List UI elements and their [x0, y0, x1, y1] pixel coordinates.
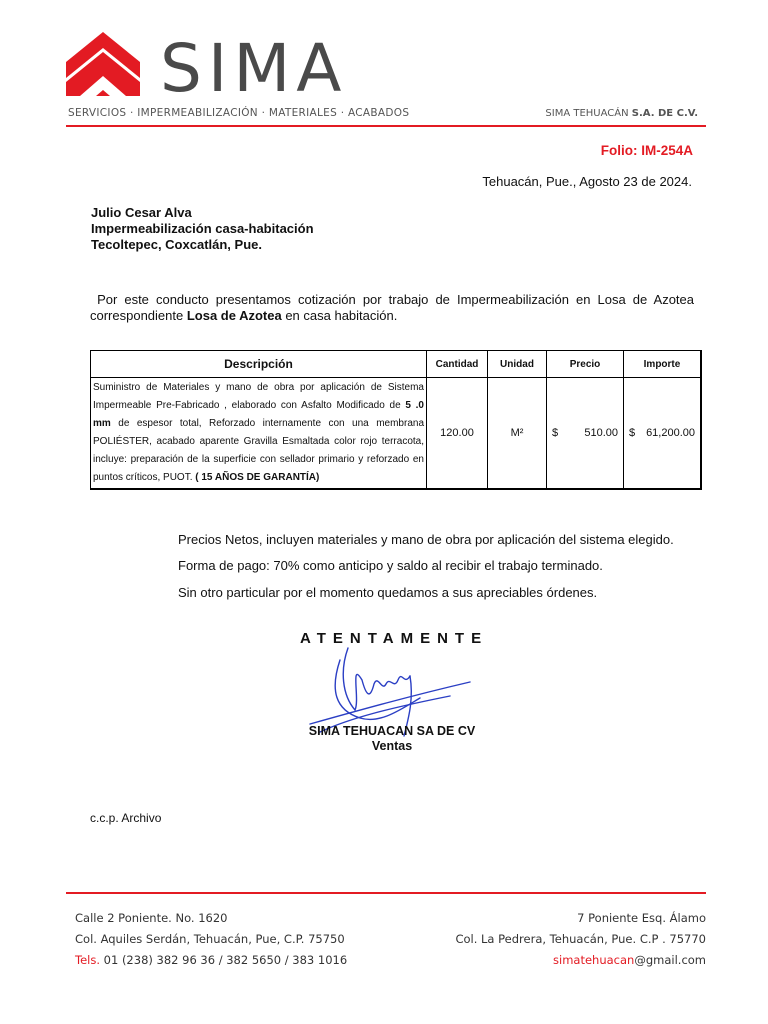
header-amount: Importe — [624, 351, 702, 378]
ccp-line: c.c.p. Archivo — [90, 811, 162, 825]
footer-right-street: 7 Poniente Esq. Álamo — [577, 911, 706, 925]
document-date: Tehuacán, Pue., Agosto 23 de 2024. — [482, 174, 692, 189]
folio-number: Folio: IM-254A — [600, 143, 693, 158]
row-amount — [624, 378, 702, 490]
footer-right-colony: Col. La Pedrera, Tehuacán, Pue. C.P . 75770 — [455, 932, 706, 946]
recipient-project: Impermeabilización casa-habitación — [91, 221, 314, 236]
signer-dept: Ventas — [371, 739, 413, 753]
amount-currency: $ — [629, 427, 636, 439]
desc-warranty: ( 15 AÑOS DE GARANTÍA) — [195, 472, 320, 483]
recipient-name: Julio Cesar Alva — [91, 205, 192, 220]
footer-address-left — [75, 908, 347, 971]
table-header-row — [91, 351, 702, 378]
desc-text: Suministro de Materiales y mano de obra por aplicación de Sistema Impermeable Pre-Fabricado , elaborado con Asfalto Modificado de — [93, 382, 424, 411]
company-header — [545, 108, 698, 119]
price-currency: $ — [552, 427, 559, 439]
recipient-location: Tecoltepec, Coxcatlán, Pue. — [91, 237, 262, 252]
header-price: Precio — [547, 351, 624, 378]
footer-left-street: Calle 2 Poniente. No. 1620 — [75, 911, 228, 925]
signer-block — [308, 724, 476, 754]
company-name: SIMA TEHUACÁN — [545, 108, 629, 119]
header-quantity: Cantidad — [427, 351, 488, 378]
footer-email[interactable] — [455, 950, 706, 971]
note-prices: Precios Netos, incluyen materiales y mano de obra por aplicación del sistema elegido. — [178, 532, 674, 547]
table-row — [91, 378, 702, 490]
footer-left-colony: Col. Aquiles Serdán, Tehuacán, Pue, C.P. 75750 — [75, 932, 345, 946]
header-unit: Unidad — [488, 351, 547, 378]
signer-company: SIMA TEHUACAN SA DE CV — [308, 724, 476, 738]
sima-logo-icon — [66, 32, 140, 96]
brand-tagline: SERVICIOS · IMPERMEABILIZACIÓN · MATERIALES · ACABADOS — [68, 107, 410, 119]
desc-thickness: 5 .0 mm — [93, 400, 424, 429]
footer-divider — [66, 892, 706, 894]
email-domain: @gmail.com — [634, 953, 706, 967]
row-unit: M² — [488, 378, 547, 490]
company-suffix: S.A. DE C.V. — [631, 108, 698, 119]
amount-value: 61,200.00 — [646, 427, 695, 439]
quote-table — [90, 350, 702, 490]
tels-label: Tels. — [75, 953, 100, 967]
price-value: 510.00 — [584, 427, 618, 439]
brand-name: SIMA — [160, 30, 348, 107]
header-divider — [66, 125, 706, 127]
email-user: simatehuacan — [553, 953, 635, 967]
note-closing: Sin otro particular por el momento quedamos a sus apreciables órdenes. — [178, 585, 598, 600]
row-price — [547, 378, 624, 490]
note-payment: Forma de pago: 70% como anticipo y saldo al recibir el trabajo terminado. — [178, 558, 603, 573]
recipient-block — [91, 205, 314, 253]
row-quantity: 120.00 — [427, 378, 488, 490]
intro-bold: Losa de Azotea — [186, 308, 282, 323]
intro-text: Por este conducto presentamos cotización por trabajo de Impermeabilización en Losa de Azotea correspondiente — [90, 292, 695, 323]
intro-text-end: en casa habitación. — [281, 308, 398, 323]
desc-text-2: de espesor total, Reforzado internamente con una membrana POLIÉSTER, acabado aparente Gravilla Esmaltada color rojo terracota, incluye: preparación de la superficie con sellador primario y reforzado en puntos críticos, PUOT. — [93, 418, 424, 483]
intro-paragraph — [90, 292, 694, 324]
footer-address-right — [455, 908, 706, 971]
row-description — [91, 378, 427, 490]
tels-numbers: 01 (238) 382 96 36 / 382 5650 / 383 1016 — [100, 953, 348, 967]
footer-phones — [75, 950, 347, 971]
closing-word: ATENTAMENTE — [300, 630, 489, 647]
header-description: Descripción — [91, 351, 427, 378]
